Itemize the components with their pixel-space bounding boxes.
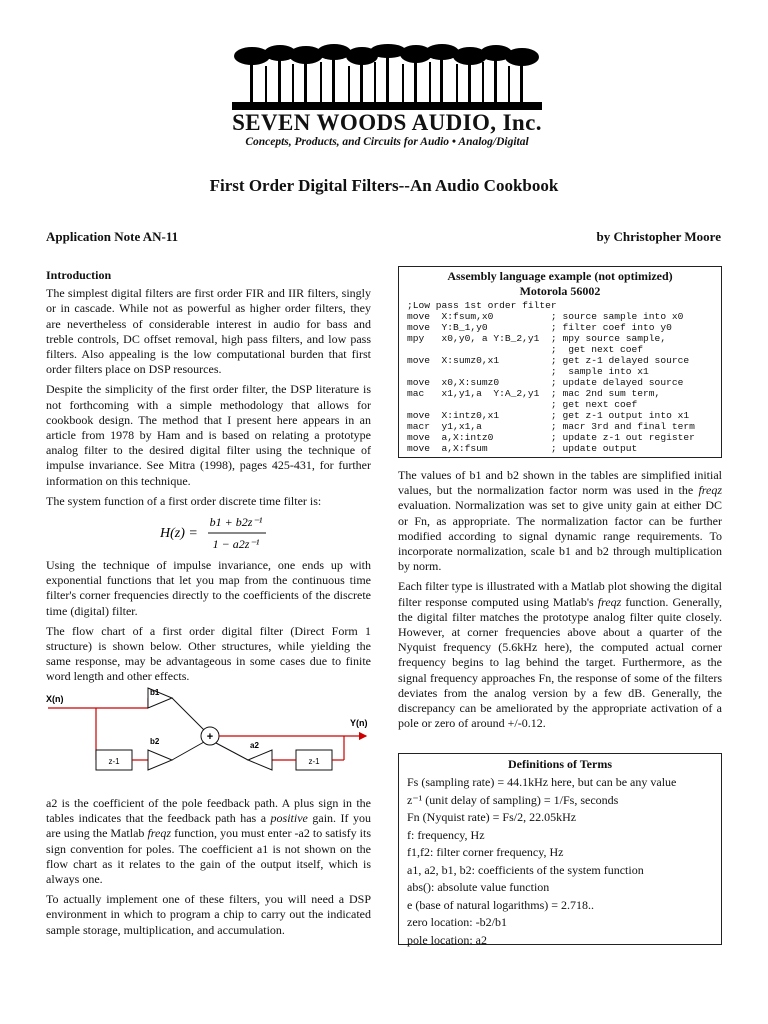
application-note-label: Application Note AN-11 <box>46 229 179 244</box>
intro-paragraph-3: The system function of a first order discrete time filter is: <box>46 493 322 508</box>
definitions-box <box>398 753 722 945</box>
gain-b2-label: b2 <box>150 737 160 746</box>
intro-paragraph-2: Despite the simplicity of the first order filter, the DSP literature is not forthcoming with a simple methodology that allows for cookbook design. The method that I present here appears in an article from 1978 by Ham and is based on relating a prototype analog filter to the desired digital filter using the technique of impulse invariance. See Mitra (1998), pages 425-431, for further information on this technique. <box>46 382 371 488</box>
equation-lhs: H(z) = <box>160 526 198 541</box>
intro-section <box>46 268 371 514</box>
summer-sign: + <box>206 731 214 743</box>
company-logo <box>228 40 546 152</box>
normalization-paragraph: The values of b1 and b2 shown in the tables are simplified initial values, but the normalization factor norm was used in the freqz evaluation. Normalization was set to give unity gain at either DC or Fn, as appropriate. The normalization factor can be further modified according to signal dynamic range requirements. To incorporate normalization, scale b1 and b2 through multiplication by norm. <box>398 468 722 574</box>
assembly-code-listing: ;Low pass 1st order filter move X:fsum,x0 ; source sample into x0 move Y:B_1,y0 ; filter coef into y0 mpy x0,y0, a Y:B_2,y1 ; mpy source sample, ; get next coef move X:sumz0,x1 ; get z-1 delayed source ; sample into x1 move x0,X:sumz0 ; update delayed source mac x1,y1,a Y:A_2,y1 ; mac 2nd sum term, ; get next coef move X:intz0,x1 ; get z-1 output into x1 macr y1,x1,a ; macr 3rd and final term move a,X:intz0 ; update z-1 out register move a,X:fsum ; update output <box>407 300 695 454</box>
impulse-invariance-paragraph: Using the technique of impulse invariance, one ends up with exponential functions that let you map from the continuous time filter's corner frequencies directly to the coefficients of the discrete time (digital) filter. <box>46 558 371 618</box>
flow-input-label: X(n) <box>46 694 64 704</box>
gain-a2-label: a2 <box>250 741 259 750</box>
company-name: SEVEN WOODS AUDIO, Inc. <box>232 110 542 135</box>
definition-item: a1, a2, b1, b2: coefficients of the system function <box>407 862 644 877</box>
definition-item: Fn (Nyquist rate) = Fs/2, 22.05kHz <box>407 810 577 824</box>
assembly-example-box <box>398 266 722 458</box>
definition-item: z⁻¹ (unit delay of sampling) = 1/Fs, seconds <box>407 792 619 807</box>
definition-item: zero location: -b2/b1 <box>407 915 507 929</box>
author-byline: by Christopher Moore <box>596 229 721 244</box>
intro-heading: Introduction <box>46 268 112 282</box>
equation-numerator: b1 + b2z⁻¹ <box>209 515 263 529</box>
definition-item: pole location: a2 <box>407 932 487 947</box>
implementation-paragraph: To actually implement one of these filters, you will need a DSP environment in which to program a chip to carry out the indicated sample storage, multiplication, and accumulation. <box>46 892 371 937</box>
system-function-equation <box>160 510 270 554</box>
flow-output-label: Y(n) <box>350 718 368 728</box>
assembly-box-subtitle: Motorola 56002 <box>519 284 601 298</box>
intro-paragraph-1: The simplest digital filters are first order FIR and IIR filters, singly or in cascade. While not as powerful as higher order filters, they are nevertheless of considerable interest in audio for bass and treble controls, DC offset removal, high pass filters, and low pass filters. Also appealing is the low computational burden that first order filters place on DSP resources. <box>46 286 371 377</box>
definition-item: abs(): absolute value function <box>407 880 550 894</box>
document-title: First Order Digital Filters--An Audio Cookbook <box>209 176 559 195</box>
company-tagline: Concepts, Products, and Circuits for Audio • Analog/Digital <box>245 136 529 148</box>
delay-label-input: z-1 <box>108 757 120 766</box>
definition-item: Fs (sampling rate) = 44.1kHz here, but can be any value <box>407 775 677 789</box>
body-right-section <box>398 468 722 736</box>
body-left-section <box>46 558 371 690</box>
gain-a2-triangle <box>248 750 272 770</box>
trees-logo-icon <box>232 44 542 110</box>
matlab-plot-paragraph: Each filter type is illustrated with a Matlab plot showing the digital filter response computed using Matlab's freqz function. Generally, the digital filter matches the prototype analog filter quite closely. However, at corner frequencies above about a quarter of the Nyquist frequency (5.6kHz here), the computed actual corner frequency begins to lag behind the target. Furthermore, as the signal frequency approaches Fn, the response of some of the filters deviates from the analog version by a few dB. Generally, the discrepancy can be ameliorated by the appropriate activation of a pole or zero of around +/-0.12. <box>398 579 722 731</box>
pole-coefficient-paragraph: a2 is the coefficient of the pole feedback path. A plus sign in the tables indicates that the feedback path has a positive gain. If you are using the Matlab freqz function, you must enter -a2 to satisfy its sign convention for poles. The coefficient a1 is not shown on the flow chart as it relates to the gain of the output itself, which is always one. <box>46 796 372 887</box>
gain-b2-triangle <box>148 750 172 770</box>
definition-item: f: frequency, Hz <box>407 827 485 842</box>
flow-chart-diagram <box>44 686 374 778</box>
definitions-list <box>407 774 721 949</box>
definition-item: e (base of natural logarithms) = 2.718.. <box>407 897 595 912</box>
delay-label-output: z-1 <box>308 757 320 766</box>
equation-denominator: 1 − a2z⁻¹ <box>212 537 260 551</box>
definition-item: f1,f2: filter corner frequency, Hz <box>407 845 564 859</box>
body-left-section-2 <box>46 796 371 943</box>
definitions-title: Definitions of Terms <box>507 757 612 771</box>
assembly-box-title: Assembly language example (not optimized) <box>447 269 673 283</box>
gain-b1-label: b1 <box>150 688 160 697</box>
flow-chart-paragraph: The flow chart of a first order digital filter (Direct Form 1 structure) is shown below. Other structures, while yielding the same response, may be advantageous in some cases due to finite word length and other effects. <box>46 623 371 684</box>
